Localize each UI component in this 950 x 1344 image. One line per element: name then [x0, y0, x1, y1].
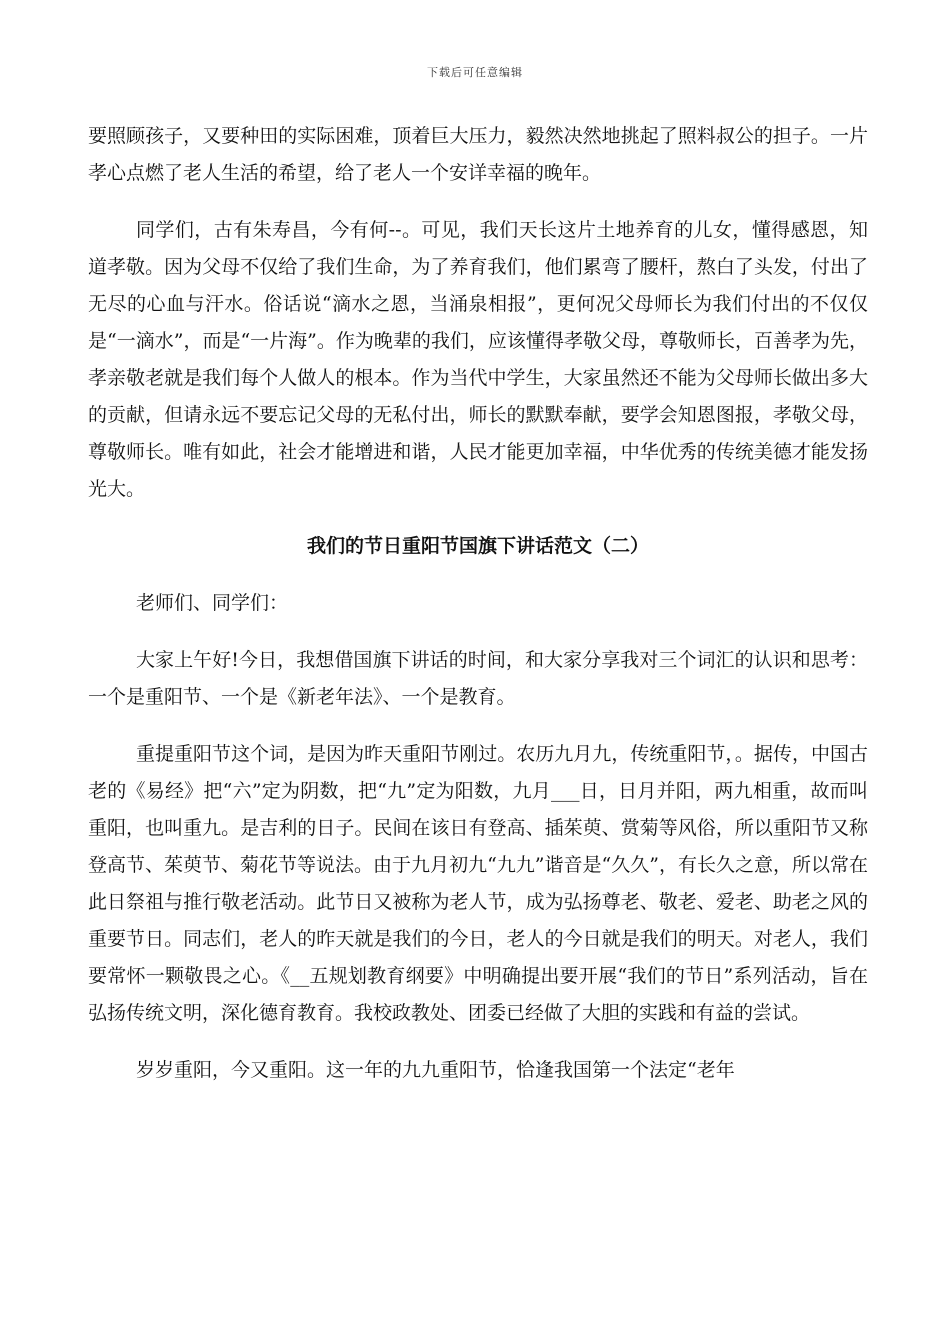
paragraph-gap [88, 716, 868, 736]
paragraph-closing: 岁岁重阳，今又重阳。这一年的九九重阳节，恰逢我国第一个法定“老年 [136, 1059, 735, 1081]
document-body [88, 118, 868, 1089]
paragraph-gap [88, 565, 868, 585]
paragraph-gap [88, 622, 868, 642]
paragraph-gap [88, 192, 868, 212]
salutation: 老师们、同学们： [136, 592, 289, 614]
paragraph-gap [88, 1032, 868, 1052]
paragraph-1: 要照顾孩子，又要种田的实际困难，顶着巨大压力，毅然决然地挑起了照料叔公的担子。一片孝心点燃了老人生活的希望，给了老人一个安详幸福的晚年。 [88, 125, 868, 184]
page-header: 下载后可任意编辑 [427, 66, 523, 79]
paragraph-greeting: 大家上午好!今日，我想借国旗下讲话的时间，和大家分享我对三个词汇的认识和思考：一个是重阳节、一个是《新老年法》、一个是教育。 [88, 649, 868, 708]
paragraph-gap [88, 508, 868, 528]
paragraph-double-ninth: 重提重阳节这个词，是因为昨天重阳节刚过。农历九月九，传统重阳节，。据传，中国古老的《易经》把“六”定为阴数，把“九”定为阳数，九月___日，日月并阳，两九相重，故而叫重阳，也叫重九。是吉利的日子。民间在该日有登高、插茱萸、赏菊等风俗，所以重阳节又称登高节、茱萸节、菊花节等说法。由于九月初九“九九”谐音是“久久”，有长久之意，所以常在此日祭祖与推行敬老活动。此节日又被称为老人节，成为弘扬尊老、敬老、爱老、助老之风的重要节日。同志们，老人的昨天就是我们的今日，老人的今日就是我们的明天。对老人，我们要常怀一颗敬畏之心。《__五规划教育纲要》中明确提出要开展“我们的节日”系列活动，旨在弘扬传统文明，深化德育教育。我校政教处、团委已经做了大胆的实践和有益的尝试。 [88, 743, 868, 1024]
paragraph-2: 同学们，古有朱寿昌，今有何--。可见，我们天长这片土地养育的儿女，懂得感恩，知道孝敬。因为父母不仅给了我们生命，为了养育我们，他们累弯了腰杆，熬白了头发，付出了无尽的心血与汗水。俗话说“滴水之恩，当涌泉相报”，更何况父母师长为我们付出的不仅仅是“一滴水”，而是“一片海”。作为晚辈的我们，应该懂得孝敬父母，尊敬师长，百善孝为先，孝亲敬老就是我们每个人做人的根本。作为当代中学生，大家虽然还不能为父母师长做出多大的贡献，但请永远不要忘记父母的无私付出，师长的默默奉献，要学会知恩图报，孝敬父母，尊敬师长。唯有如此，社会才能增进和谐，人民才能更加幸福，中华优秀的传统美德才能发扬光大。 [88, 219, 868, 500]
section-title: 我们的节日重阳节国旗下讲话范文（二） [306, 535, 649, 557]
